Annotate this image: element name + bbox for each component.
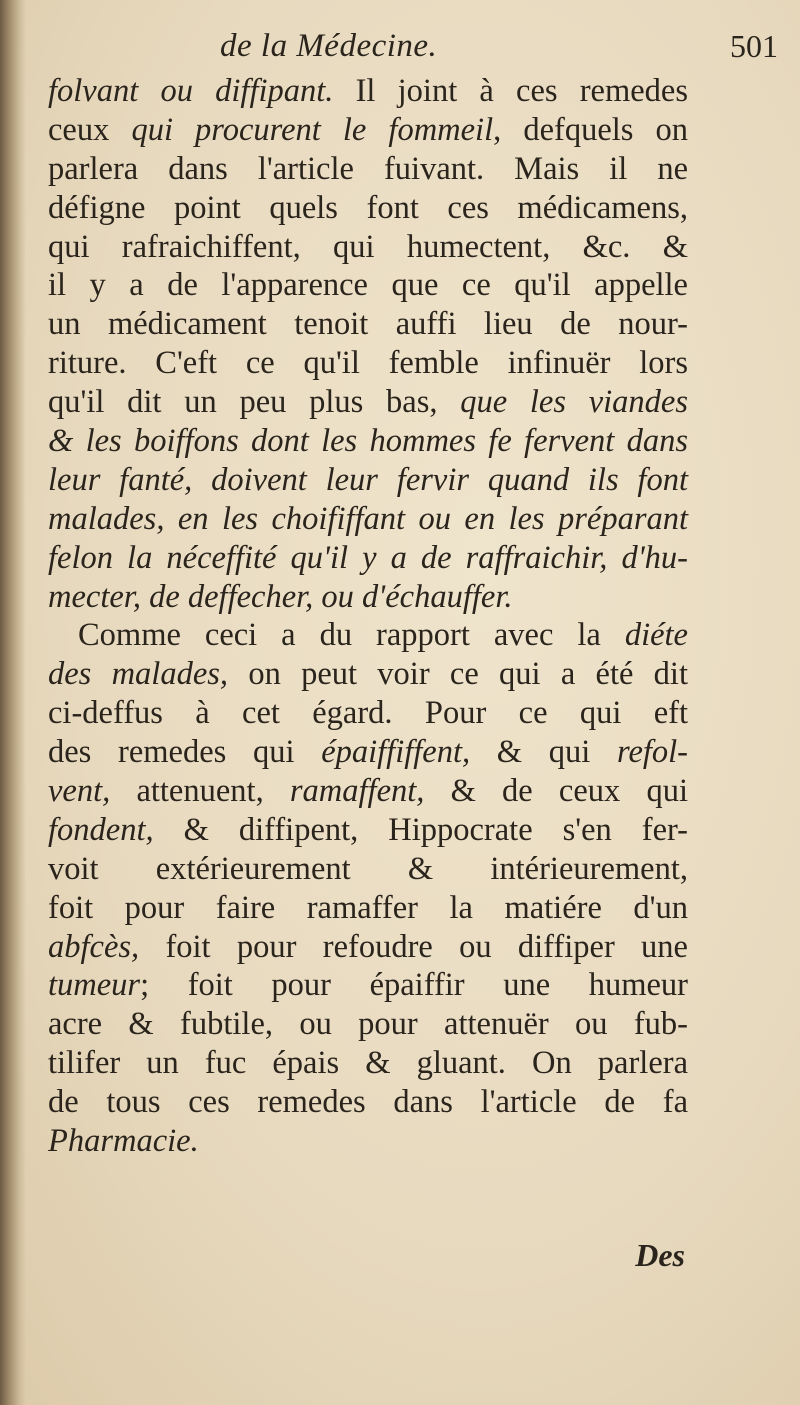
text-line <box>48 1005 688 1044</box>
italic-text: des malades, <box>48 656 229 693</box>
roman-text: foit pour refoudre ou diffiper une <box>139 928 688 965</box>
roman-text: & de ceux qui <box>424 773 688 810</box>
text-line <box>48 500 688 539</box>
roman-text: un médicament tenoit auffi lieu de nour- <box>48 306 688 343</box>
italic-text: mecter, de deffecher, ou d'échauffer. <box>48 578 513 615</box>
roman-text: qu'il dit un peu plus bas, <box>48 384 461 421</box>
roman-text: Il joint à ces remedes <box>333 73 688 109</box>
roman-text: , defquels on <box>493 111 689 148</box>
roman-text: attenuent, <box>110 773 290 810</box>
roman-text: riture. C'eft ce qu'il femble infinuër lors <box>48 345 688 382</box>
italic-text: abfcès, <box>48 928 140 965</box>
text-line <box>48 228 688 267</box>
italic-text: leur fanté, doivent leur fervir quand ils font <box>48 461 688 498</box>
italic-text: Pharmacie. <box>48 1123 199 1160</box>
italic-text: refol- <box>617 734 688 771</box>
running-title: de la Médecine. <box>220 28 438 64</box>
text-line <box>48 1122 688 1161</box>
italic-text: ramaffent, <box>289 773 425 810</box>
roman-text: voit extérieurement & intérieurement, <box>48 850 688 887</box>
text-line <box>48 616 688 655</box>
roman-text: & qui <box>470 734 617 771</box>
roman-text: foit pour faire ramaffer la matiére d'un <box>48 889 688 926</box>
roman-text: on peut voir ce qui a été dit <box>228 656 688 693</box>
roman-text: parlera dans l'article fuivant. Mais il ne <box>48 150 688 187</box>
text-line <box>48 928 688 967</box>
text-line <box>48 72 688 111</box>
text-line <box>48 1083 688 1122</box>
roman-text: défigne point quels font ces médicamens, <box>48 189 688 226</box>
body-text <box>48 72 688 1161</box>
roman-text: de tous ces remedes dans l'article de fa <box>48 1084 688 1121</box>
roman-text: ; foit pour épaiffir une humeur <box>140 967 688 1004</box>
roman-text: ci-deffus à cet égard. Pour ce qui eft <box>48 695 688 732</box>
text-line <box>48 966 688 1005</box>
text-line <box>48 189 688 228</box>
text-line <box>48 305 688 344</box>
text-line <box>48 266 688 305</box>
roman-text: des remedes qui <box>48 734 322 771</box>
text-line <box>48 111 688 150</box>
italic-text: fondent, <box>48 811 154 848</box>
page-number: 501 <box>730 28 778 64</box>
text-line <box>48 422 688 461</box>
italic-text: épaiffiffent, <box>321 734 471 771</box>
italic-text: que les viandes <box>460 384 688 421</box>
text-line <box>48 461 688 500</box>
roman-text: acre & fubtile, ou pour attenuër ou fub- <box>48 1006 688 1043</box>
roman-text: qui rafraichiffent, qui humectent, &c. & <box>48 228 688 265</box>
roman-text: il y a de l'apparence que ce qu'il appelle <box>48 267 688 304</box>
italic-text: vent, <box>48 773 111 810</box>
text-line <box>48 150 688 189</box>
text-line <box>48 655 688 694</box>
page-gutter-shadow <box>0 0 26 1405</box>
roman-text: & diffipent, Hippocrate s'en fer- <box>153 811 688 848</box>
italic-text: diéte <box>624 617 688 654</box>
roman-text: tilifer un fuc épais & gluant. On parlera <box>48 1045 688 1082</box>
text-line <box>48 811 688 850</box>
text-line <box>48 578 688 617</box>
text-line <box>48 850 688 889</box>
italic-text: malades, en les choififfant ou en les préparant <box>48 500 688 537</box>
text-line <box>48 539 688 578</box>
roman-text: ceux <box>48 111 132 148</box>
text-line <box>48 1044 688 1083</box>
text-line <box>48 733 688 772</box>
text-line <box>48 772 688 811</box>
italic-text: tumeur <box>48 967 141 1004</box>
italic-text: qui procurent le fommeil <box>131 111 494 148</box>
text-line <box>48 694 688 733</box>
text-line <box>48 383 688 422</box>
italic-text: felon la néceffité qu'il y a de raffraichir, d'hu- <box>48 539 688 576</box>
italic-text: & les boiffons dont les hommes fe fervent dans <box>48 423 688 460</box>
roman-text: Comme ceci a du rapport avec la <box>78 617 625 654</box>
text-line <box>48 889 688 928</box>
text-line <box>48 344 688 383</box>
italic-text: folvant ou diffipant. <box>48 73 334 109</box>
catchword: Des <box>635 1237 685 1273</box>
page-header <box>40 22 778 72</box>
